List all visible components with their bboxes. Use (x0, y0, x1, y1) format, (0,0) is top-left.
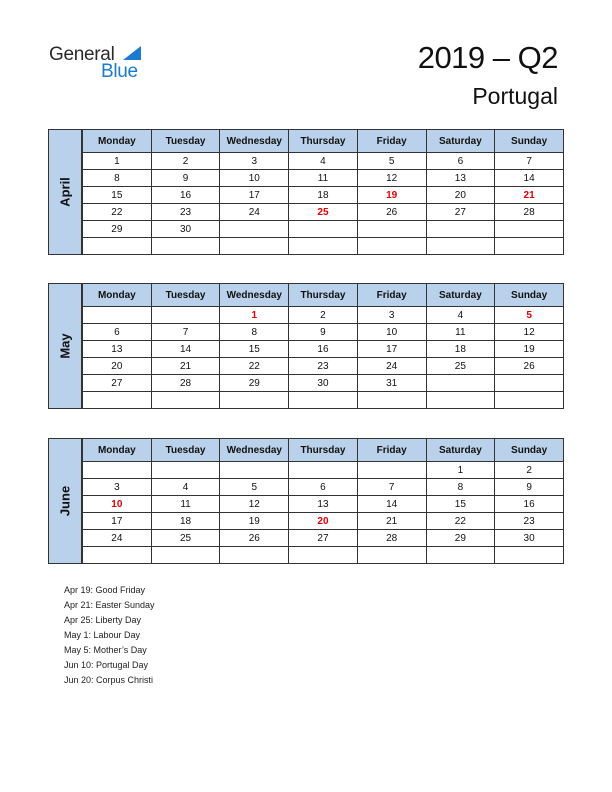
day-cell: 25 (426, 358, 495, 375)
week-row (83, 547, 564, 564)
day-cell: 8 (426, 479, 495, 496)
logo-triangle-icon (123, 46, 141, 60)
holiday-item: Jun 10: Portugal Day (64, 660, 149, 670)
week-row (83, 358, 564, 375)
day-cell: 1 (83, 153, 152, 170)
day-cell: 15 (220, 341, 289, 358)
day-cell: 10 (357, 324, 426, 341)
weekday-header: Wednesday (220, 284, 289, 307)
day-cell: 5 (495, 307, 564, 324)
day-cell: 21 (495, 187, 564, 204)
day-cell: 16 (289, 341, 358, 358)
day-cell: 16 (495, 496, 564, 513)
day-cell (220, 238, 289, 255)
day-cell (220, 547, 289, 564)
day-cell: 27 (83, 375, 152, 392)
day-cell (495, 375, 564, 392)
day-cell: 11 (289, 170, 358, 187)
day-cell: 12 (357, 170, 426, 187)
weekday-header-row (83, 284, 564, 307)
day-cell: 27 (289, 530, 358, 547)
weekday-header: Wednesday (220, 130, 289, 153)
week-row (83, 307, 564, 324)
week-row (83, 153, 564, 170)
weekday-header: Thursday (289, 130, 358, 153)
day-cell: 10 (83, 496, 152, 513)
day-cell (426, 392, 495, 409)
day-cell (289, 238, 358, 255)
day-cell: 10 (220, 170, 289, 187)
weekday-header: Saturday (426, 284, 495, 307)
day-cell: 13 (289, 496, 358, 513)
day-cell (357, 221, 426, 238)
day-cell (151, 238, 220, 255)
week-row (83, 341, 564, 358)
day-cell: 20 (426, 187, 495, 204)
day-cell: 15 (83, 187, 152, 204)
week-row (83, 238, 564, 255)
day-cell (220, 221, 289, 238)
holiday-item: Apr 19: Good Friday (64, 585, 146, 595)
day-cell (289, 221, 358, 238)
day-cell: 21 (357, 513, 426, 530)
day-cell (495, 392, 564, 409)
day-cell: 5 (220, 479, 289, 496)
day-cell: 11 (426, 324, 495, 341)
weekday-header: Monday (83, 284, 152, 307)
day-cell: 22 (426, 513, 495, 530)
holiday-list (64, 583, 155, 688)
weekday-header: Saturday (426, 130, 495, 153)
day-cell (426, 375, 495, 392)
day-cell: 20 (83, 358, 152, 375)
weekday-header: Friday (357, 284, 426, 307)
day-cell: 28 (151, 375, 220, 392)
day-cell (83, 547, 152, 564)
day-cell: 9 (289, 324, 358, 341)
country-name: Portugal (472, 83, 558, 109)
day-cell: 30 (495, 530, 564, 547)
week-row (83, 375, 564, 392)
day-cell: 30 (289, 375, 358, 392)
logo-text-blue: Blue (101, 61, 138, 82)
day-cell: 2 (495, 462, 564, 479)
month-table (82, 283, 564, 409)
day-cell (220, 392, 289, 409)
day-cell: 12 (220, 496, 289, 513)
day-cell: 6 (83, 324, 152, 341)
day-cell: 14 (151, 341, 220, 358)
day-cell (357, 547, 426, 564)
weekday-header: Sunday (495, 439, 564, 462)
day-cell: 15 (426, 496, 495, 513)
day-cell: 24 (357, 358, 426, 375)
weekday-header: Saturday (426, 439, 495, 462)
day-cell: 24 (83, 530, 152, 547)
weekday-header: Thursday (289, 439, 358, 462)
day-cell: 4 (289, 153, 358, 170)
day-cell (83, 462, 152, 479)
holiday-item: Jun 20: Corpus Christi (64, 675, 154, 685)
day-cell: 11 (151, 496, 220, 513)
day-cell: 18 (426, 341, 495, 358)
month-name: April (57, 177, 73, 207)
page-title: 2019 – Q2 (417, 40, 558, 75)
day-cell (83, 307, 152, 324)
day-cell: 6 (426, 153, 495, 170)
week-row (83, 513, 564, 530)
day-cell (151, 547, 220, 564)
day-cell (357, 238, 426, 255)
day-cell: 2 (289, 307, 358, 324)
day-cell (289, 392, 358, 409)
week-row (83, 479, 564, 496)
day-cell: 17 (220, 187, 289, 204)
week-row (83, 170, 564, 187)
weekday-header: Tuesday (151, 439, 220, 462)
day-cell (151, 462, 220, 479)
day-cell: 9 (151, 170, 220, 187)
day-cell (289, 462, 358, 479)
holiday-item: May 1: Labour Day (64, 630, 141, 640)
day-cell: 26 (220, 530, 289, 547)
day-cell: 26 (357, 204, 426, 221)
day-cell: 25 (151, 530, 220, 547)
day-cell: 14 (357, 496, 426, 513)
week-row (83, 187, 564, 204)
week-row (83, 324, 564, 341)
day-cell: 20 (289, 513, 358, 530)
day-cell: 8 (83, 170, 152, 187)
weekday-header: Thursday (289, 284, 358, 307)
week-row (83, 221, 564, 238)
day-cell: 29 (426, 530, 495, 547)
weekday-header-row (83, 439, 564, 462)
day-cell (151, 392, 220, 409)
generalblue-logo (49, 44, 149, 84)
holiday-item: Apr 25: Liberty Day (64, 615, 142, 625)
day-cell: 29 (220, 375, 289, 392)
day-cell: 30 (151, 221, 220, 238)
week-row (83, 496, 564, 513)
weekday-header: Monday (83, 130, 152, 153)
day-cell: 19 (220, 513, 289, 530)
day-cell: 26 (495, 358, 564, 375)
weekday-header: Friday (357, 439, 426, 462)
day-cell: 17 (83, 513, 152, 530)
day-cell (83, 392, 152, 409)
day-cell: 8 (220, 324, 289, 341)
week-row (83, 462, 564, 479)
day-cell: 31 (357, 375, 426, 392)
day-cell: 29 (83, 221, 152, 238)
day-cell: 22 (83, 204, 152, 221)
day-cell: 17 (357, 341, 426, 358)
weekday-header: Sunday (495, 284, 564, 307)
month-label-april (48, 129, 82, 255)
day-cell: 3 (357, 307, 426, 324)
day-cell: 22 (220, 358, 289, 375)
day-cell: 6 (289, 479, 358, 496)
day-cell (83, 238, 152, 255)
day-cell: 4 (426, 307, 495, 324)
day-cell: 1 (426, 462, 495, 479)
day-cell: 14 (495, 170, 564, 187)
day-cell: 3 (220, 153, 289, 170)
month-name: June (57, 485, 73, 517)
day-cell: 7 (357, 479, 426, 496)
day-cell (495, 547, 564, 564)
day-cell: 7 (151, 324, 220, 341)
day-cell: 24 (220, 204, 289, 221)
day-cell: 19 (495, 341, 564, 358)
day-cell (495, 238, 564, 255)
holiday-item: Apr 21: Easter Sunday (64, 600, 155, 610)
month-table (82, 438, 564, 564)
logo-text-general: General (49, 44, 115, 65)
day-cell: 25 (289, 204, 358, 221)
day-cell: 23 (289, 358, 358, 375)
day-cell (426, 221, 495, 238)
month-label-june (48, 438, 82, 564)
day-cell (289, 547, 358, 564)
day-cell (220, 462, 289, 479)
day-cell: 28 (495, 204, 564, 221)
day-cell: 5 (357, 153, 426, 170)
day-cell (357, 462, 426, 479)
day-cell: 23 (495, 513, 564, 530)
weekday-header: Sunday (495, 130, 564, 153)
day-cell: 7 (495, 153, 564, 170)
day-cell: 1 (220, 307, 289, 324)
weekday-header: Tuesday (151, 284, 220, 307)
week-row (83, 204, 564, 221)
weekday-header-row (83, 130, 564, 153)
day-cell: 27 (426, 204, 495, 221)
day-cell: 18 (151, 513, 220, 530)
day-cell: 9 (495, 479, 564, 496)
day-cell (357, 392, 426, 409)
weekday-header: Tuesday (151, 130, 220, 153)
week-row (83, 530, 564, 547)
day-cell: 28 (357, 530, 426, 547)
day-cell (426, 238, 495, 255)
day-cell: 13 (426, 170, 495, 187)
day-cell (426, 547, 495, 564)
day-cell: 16 (151, 187, 220, 204)
day-cell (151, 307, 220, 324)
weekday-header: Friday (357, 130, 426, 153)
day-cell (495, 221, 564, 238)
weekday-header: Monday (83, 439, 152, 462)
weekday-header: Wednesday (220, 439, 289, 462)
day-cell: 4 (151, 479, 220, 496)
month-label-may (48, 283, 82, 409)
day-cell: 23 (151, 204, 220, 221)
month-name: May (57, 333, 73, 359)
day-cell: 13 (83, 341, 152, 358)
holiday-item: May 5: Mother’s Day (64, 645, 147, 655)
month-table (82, 129, 564, 255)
day-cell: 19 (357, 187, 426, 204)
day-cell: 18 (289, 187, 358, 204)
day-cell: 21 (151, 358, 220, 375)
day-cell: 12 (495, 324, 564, 341)
day-cell: 3 (83, 479, 152, 496)
week-row (83, 392, 564, 409)
day-cell: 2 (151, 153, 220, 170)
